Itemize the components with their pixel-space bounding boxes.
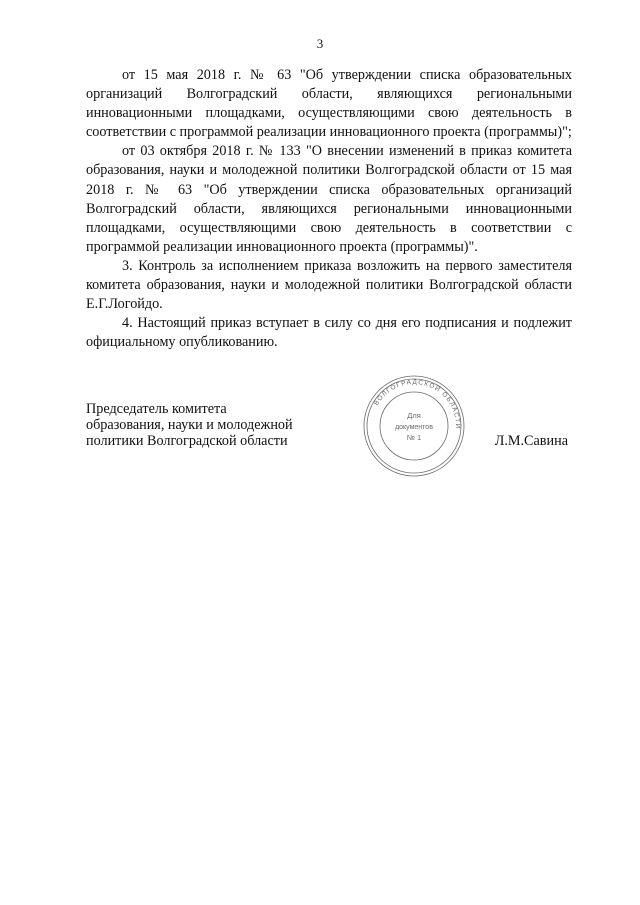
- seal-center-text-line: Для: [407, 411, 421, 420]
- seal-center-text-line: № 1: [406, 433, 422, 442]
- signer-title-line: политики Волгоградской области: [86, 433, 288, 449]
- paragraph-item-3: 3. Контроль за исполнением приказа возложить на первого заместителя комитета образования, науки и молодежной политики Волгоградской области Е.Г.Логойдо.: [86, 257, 572, 313]
- paragraph-order-list-item-2: от 03 октября 2018 г. № 133 "О внесении изменений в приказ комитета образования, науки и молодежной политики Волгоградской области от 15 мая 2018 г. № 63 "Об утверждении списка образовательных организаций Волгоградский области, являющихся региональными инновационными площадками, осуществляющими свою деятельность в соответствии с программой реализации инновационного проекта (программы)".: [86, 143, 572, 255]
- official-seal-stamp: [362, 374, 466, 478]
- paragraph-item-4: 4. Настоящий приказ вступает в силу со дня его подписания и подлежит официальному опубликованию.: [86, 315, 572, 351]
- signature-block: [86, 401, 572, 449]
- page-number: 3: [316, 36, 324, 51]
- document-body: [86, 66, 572, 352]
- paragraph-order-list-item-1: от 15 мая 2018 г. № 63 "Об утверждении списка образовательных организаций Волгоградский области, являющихся региональными инновационными площадками, осуществляющими свою деятельность в соответствии с программой реализации инновационного проекта (программы)";: [86, 67, 572, 141]
- seal-center-text-line: документов: [395, 424, 433, 431]
- signer-title-line: образования, науки и молодежной: [86, 417, 293, 433]
- seal-ring-text-path: ВОЛГОГРАДСКОЙ ОБЛАСТИ: [372, 378, 462, 430]
- signer-name: Л.М.Савина: [494, 433, 568, 449]
- signer-title-line: Председатель комитета: [86, 401, 227, 417]
